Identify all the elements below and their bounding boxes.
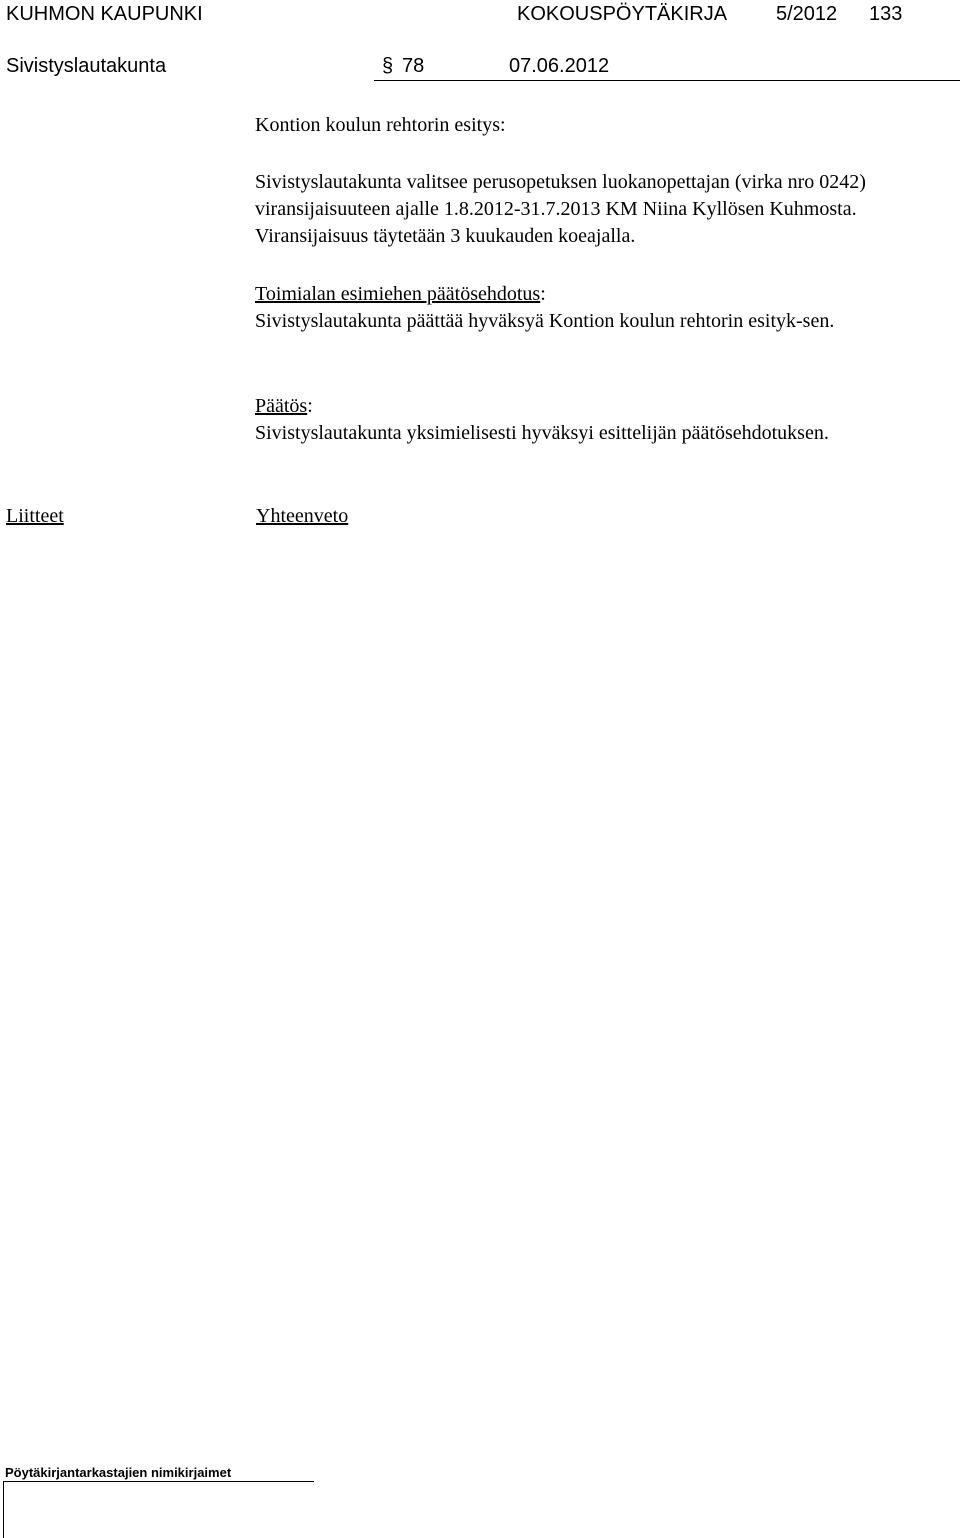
header-divider: [374, 80, 960, 81]
decision-text: Sivistyslautakunta yksimielisesti hyväksyi esittelijän päätösehdotuksen.: [255, 422, 829, 444]
document-type: KOKOUSPÖYTÄKIRJA: [517, 3, 728, 25]
recommendation-block: [255, 281, 945, 335]
section-number: 78: [402, 55, 425, 77]
meeting-date: 07.06.2012: [509, 55, 610, 77]
decision-colon: :: [307, 395, 313, 417]
section-symbol: §: [382, 55, 394, 77]
page-number: 133: [869, 3, 903, 25]
proposal-text: Sivistyslautakunta valitsee perusopetuksen luokanopettajan (virka nro 0242) viransijaisuuteen ajalle 1.8.2012-31.7.2013 KM Niina Kyllösen Kuhmosta. Viransijaisuus täytetään 3 kuukauden koeajalla.: [255, 171, 866, 247]
meeting-number: 5/2012: [776, 3, 838, 25]
attachments-link[interactable]: Liitteet: [6, 505, 64, 527]
proposal-text-block: [255, 169, 945, 250]
signatures-box: [3, 1481, 314, 1538]
recommendation-heading: [255, 281, 945, 308]
recommendation-colon: :: [540, 283, 546, 305]
municipality-name: KUHMON KAUPUNKI: [6, 3, 203, 25]
board-name: Sivistyslautakunta: [6, 55, 167, 77]
decision-label: Päätös: [255, 395, 308, 417]
decision-block: [255, 393, 945, 447]
proposal-heading: Kontion koulun rehtorin esitys:: [255, 114, 506, 136]
summary-link[interactable]: Yhteenveto: [256, 505, 349, 527]
recommendation-label: Toimialan esimiehen päätösehdotus: [255, 283, 541, 305]
signatures-label: Pöytäkirjantarkastajien nimikirjaimet: [5, 1465, 232, 1480]
decision-heading: [255, 393, 945, 420]
recommendation-text: Sivistyslautakunta päättää hyväksyä Kontion koulun rehtorin esityk-sen.: [255, 310, 835, 332]
